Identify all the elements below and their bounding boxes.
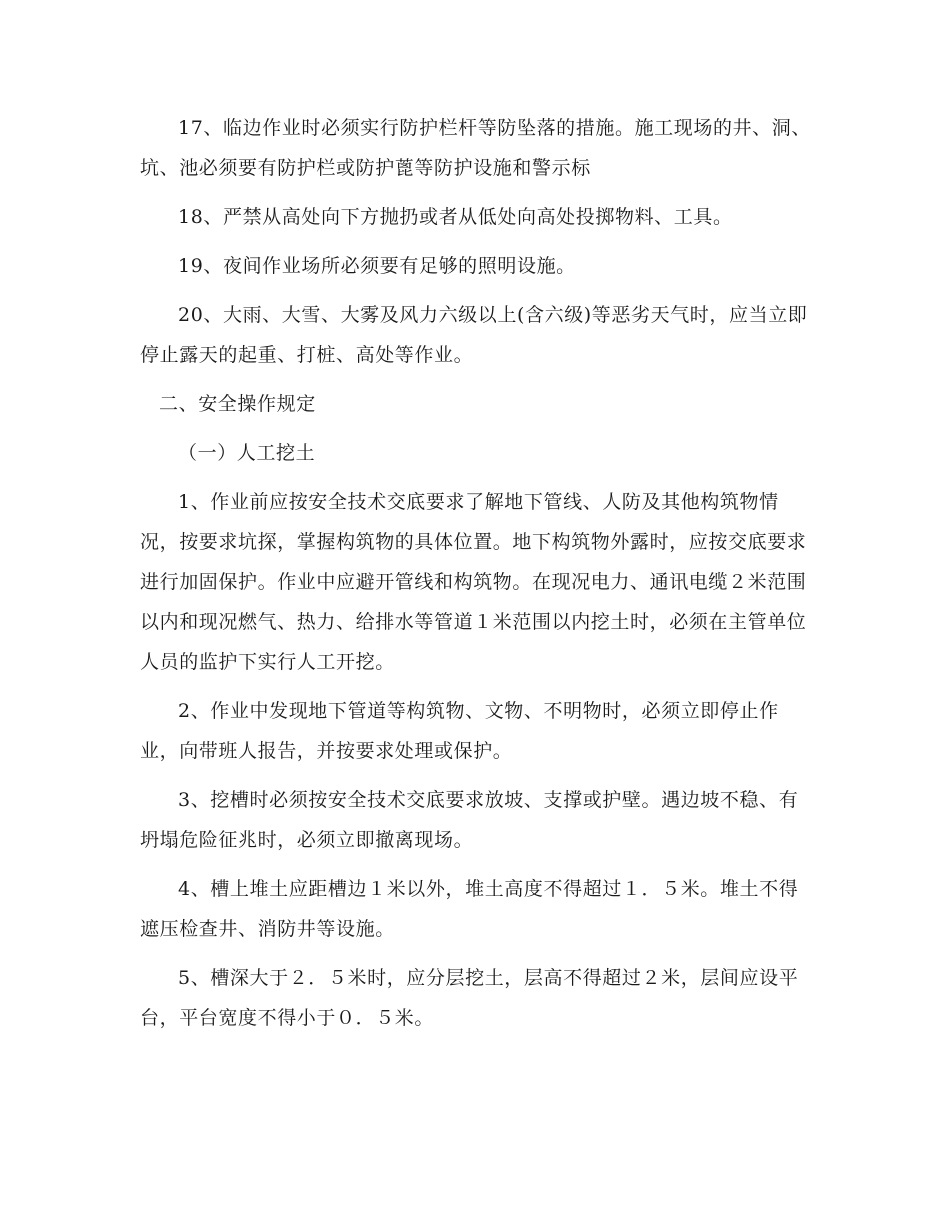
paragraph-18: 18、严禁从高处向下方抛扔或者从低处向高处投掷物料、工具。 xyxy=(178,206,733,228)
subsection-heading-manual-excavation: （一）人工挖土 xyxy=(178,442,316,464)
rule-paragraph-2: 2、作业中发现地下管道等构筑物、文物、不明物时，必须立即停止作业，向带班人报告，并按要求处理或保护。 xyxy=(140,700,779,762)
paragraph-19: 19、夜间作业场所必须要有足够的照明设施。 xyxy=(178,255,576,277)
section-heading-safety-operation: 二、安全操作规定 xyxy=(159,393,316,415)
rule-paragraph-1: 1、作业前应按安全技术交底要求了解地下管线、人防及其他构筑物情况，按要求坑探，掌握构筑物的具体位置。地下构筑物外露时，应按交底要求进行加固保护。作业中应避开管线和构筑物。在现况电力、通讯电缆２米范围以内和现况燃气、热力、给排水等管道１米范围以内挖土时，必须在主管单位人员的监护下实行人工开挖。 xyxy=(140,491,807,673)
rule-paragraph-5: 5、槽深大于２．５米时，应分层挖土，层高不得超过２米，层间应设平台，平台宽度不得小于０．５米。 xyxy=(140,967,799,1029)
document-body xyxy=(140,108,812,1047)
paragraph-17: 17、临边作业时必须实行防护栏杆等防坠落的措施。施工现场的井、洞、坑、池必须要有防护栏或防护蓖等防护设施和警示标 xyxy=(140,117,811,179)
rule-paragraph-3: 3、挖槽时必须按安全技术交底要求放坡、支撑或护壁。遇边坡不稳、有坍塌危险征兆时，必须立即撤离现场。 xyxy=(140,789,799,851)
rule-paragraph-4: 4、槽上堆土应距槽边１米以外，堆土高度不得超过１．５米。堆土不得遮压检查井、消防井等设施。 xyxy=(140,878,799,940)
paragraph-20: 20、大雨、大雪、大雾及风力六级以上(含六级)等恶劣天气时，应当立即停止露天的起重、打桩、高处等作业。 xyxy=(140,304,808,366)
